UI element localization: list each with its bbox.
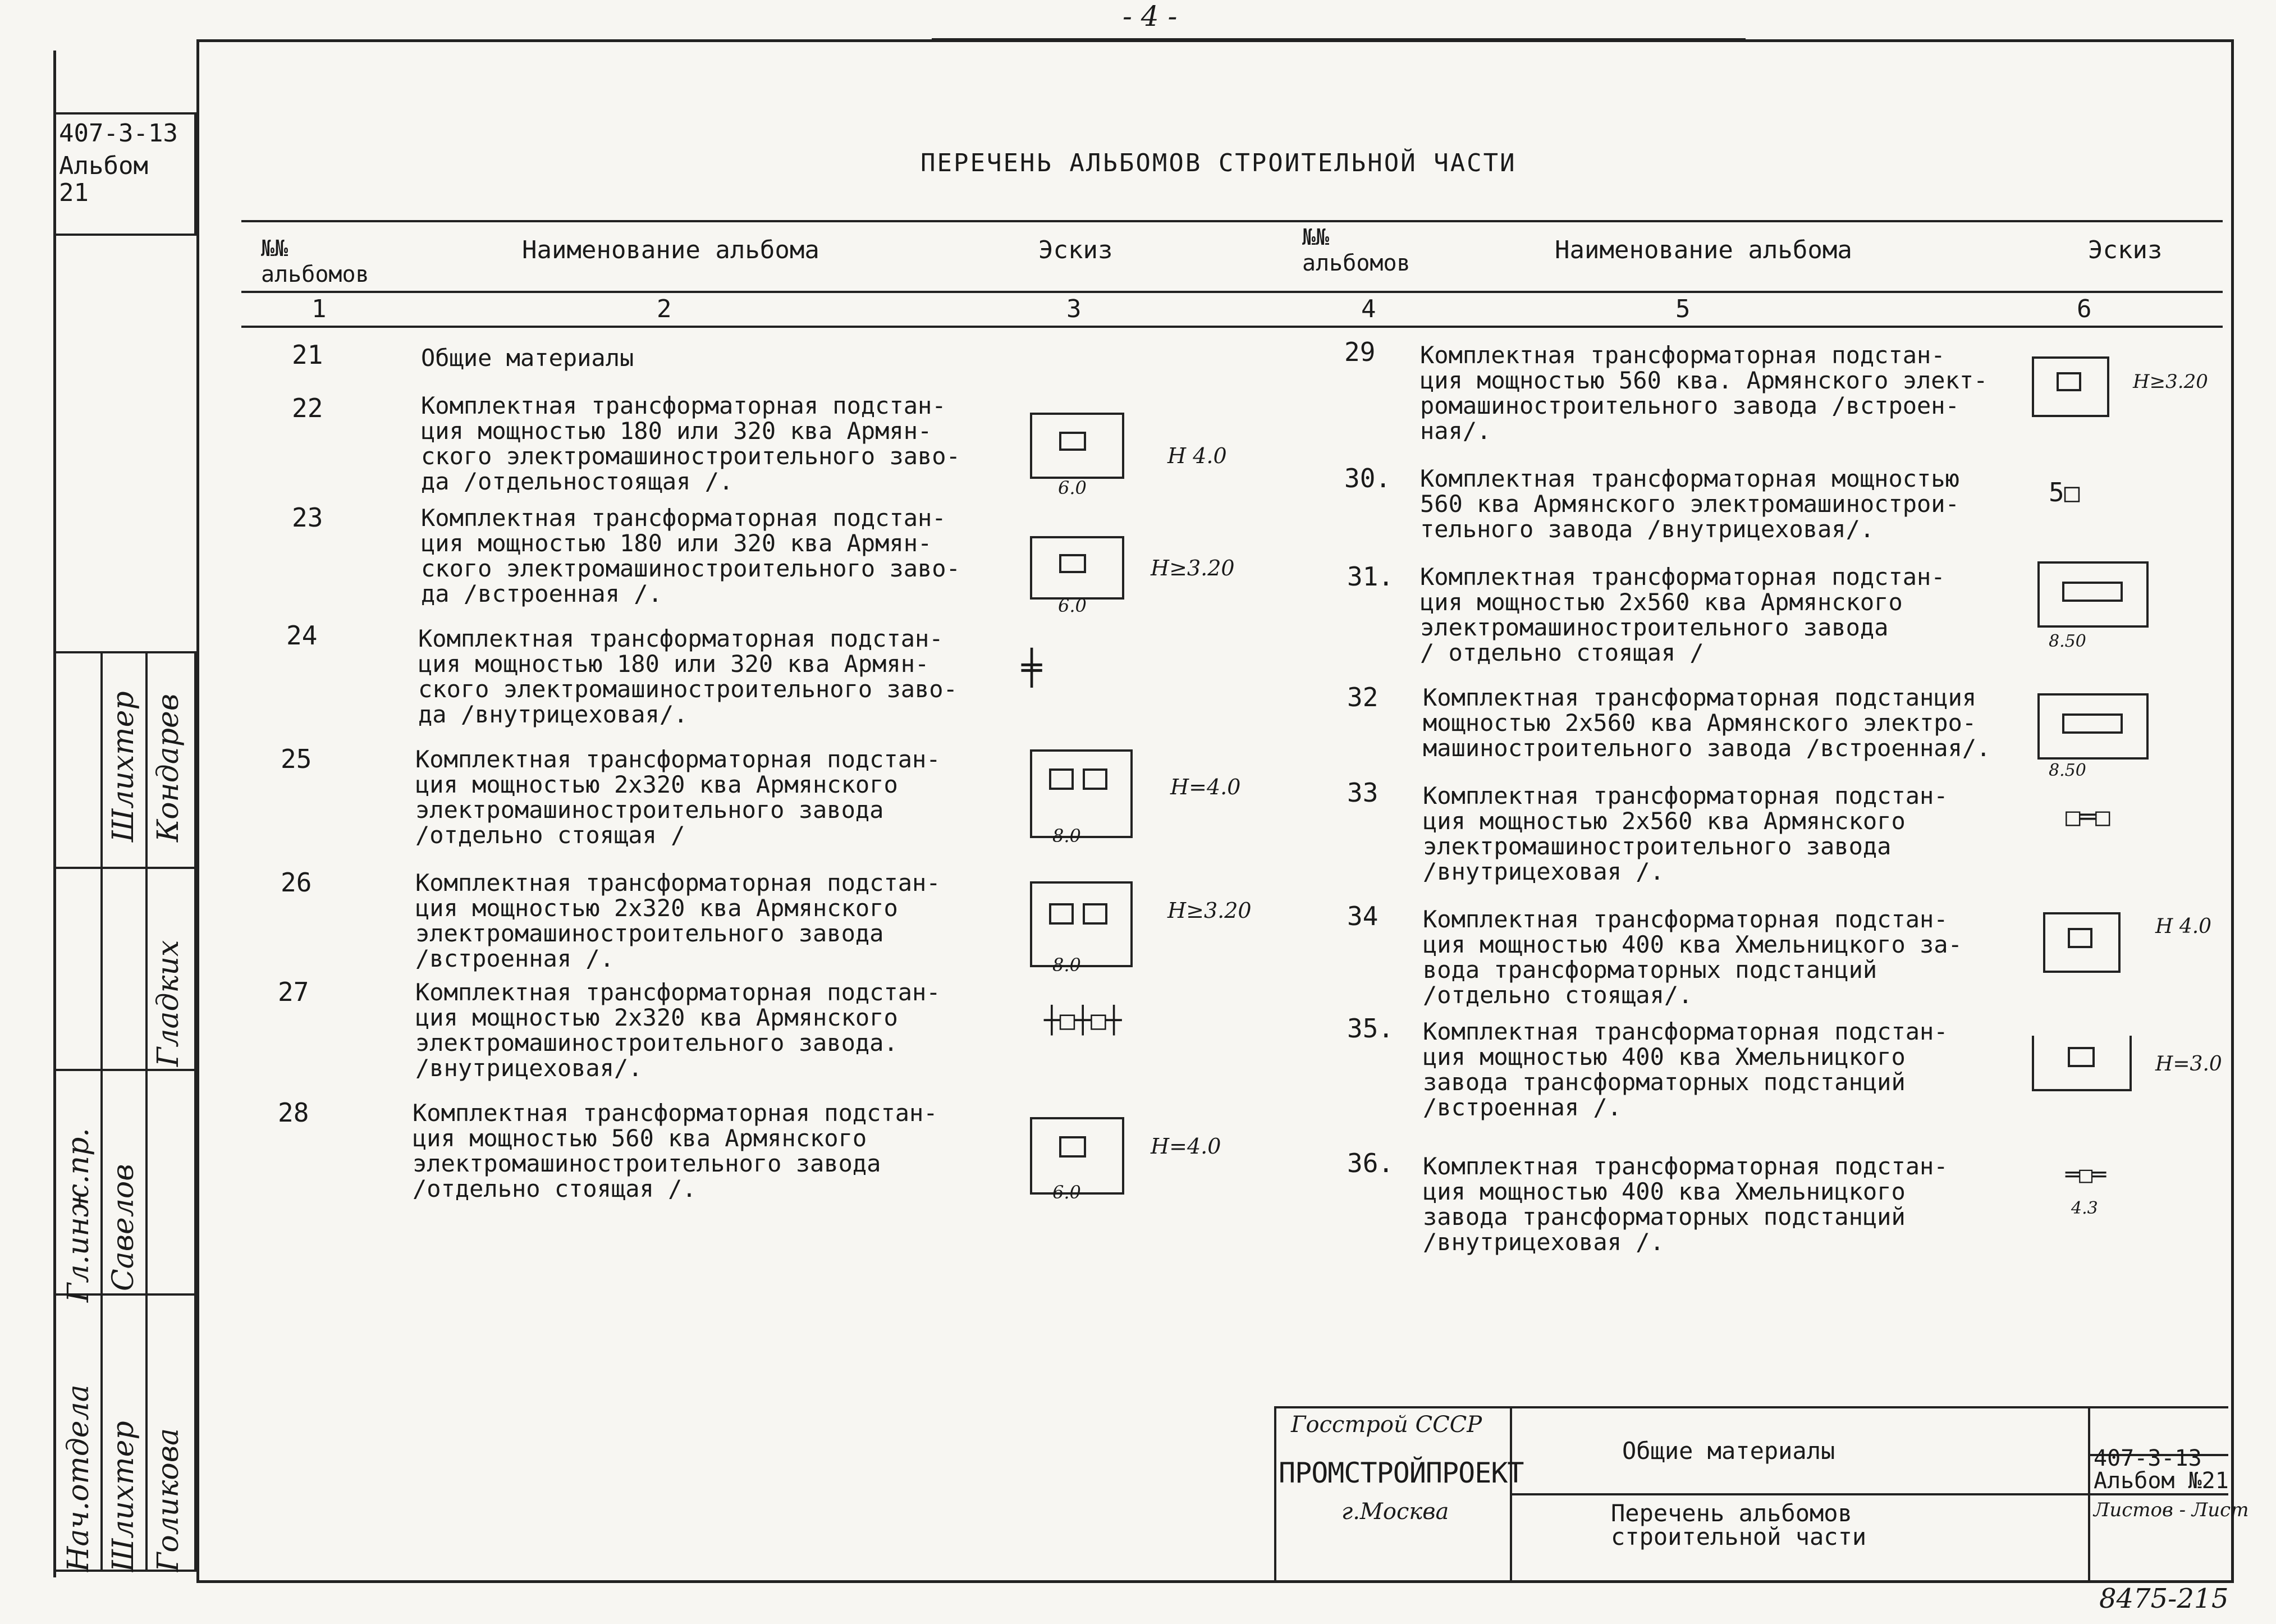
header-right-sketch: Эскиз [2088, 236, 2163, 264]
sketch-double-box [1030, 881, 1133, 967]
left-row-text: Комплектная трансформаторная подстан- ция мощностью 2х320 ква Армянского электромашиностроительного завода. /внутрицеховая/. [415, 978, 941, 1082]
left-row-text: Комплектная трансформаторная подстан- ция мощностью 180 или 320 ква Армян- ского электромашиностроительного заво- да /отдельностоящая /. [421, 392, 960, 495]
sketch-height-label: Н 4.0 [1167, 443, 1227, 468]
sketch-symbol-icon: 5□ [2049, 477, 2080, 507]
margin-name-2: Савелов [107, 1164, 140, 1291]
margin-code-box [53, 112, 196, 236]
stamp-org-line1: Госстрой СССР [1291, 1412, 1482, 1438]
left-row-num: 26 [281, 867, 312, 898]
sketch-wide-box [2037, 561, 2149, 628]
margin-project-code: 407-3-13 [59, 119, 178, 148]
header-top-rule [241, 220, 2223, 222]
page-marker: - 4 - [1123, 0, 1178, 33]
footer-page: 5 [2211, 1583, 2229, 1614]
stamp-project-code: 407-3-13 [2094, 1445, 2202, 1471]
right-row-num: 36. [1347, 1148, 1394, 1178]
header-left-name: Наименование альбома [522, 236, 819, 264]
sketch-dim-label: 8.50 [2049, 632, 2086, 651]
stamp-left-rule [1274, 1406, 1276, 1580]
left-row-num: 25 [281, 744, 312, 774]
right-row-num: 35. [1347, 1013, 1394, 1044]
col-number-1: 1 [312, 295, 327, 323]
left-row-num: 27 [278, 977, 309, 1007]
left-row-num: 22 [292, 393, 323, 423]
stamp-sheet-label: Листов - Лист [2094, 1499, 2249, 1521]
left-row-num: 24 [286, 620, 318, 651]
sketch-single-box [2043, 912, 2121, 973]
col-number-4: 4 [1361, 295, 1376, 323]
right-row-num: 31. [1347, 561, 1394, 592]
sketch-height-label: Н=4.0 [1170, 775, 1241, 799]
stamp-doc-title2: Перечень альбомов строительной части [1611, 1499, 1867, 1550]
footer-number: 8475-21 [2099, 1583, 2211, 1614]
right-row-num: 30. [1344, 463, 1391, 493]
sketch-dim-label: 8.0 [1052, 954, 1081, 976]
sketch-height-label: Н=4.0 [1151, 1134, 1221, 1159]
margin-name-4: Гладких [152, 940, 185, 1067]
left-row-num: 23 [292, 502, 323, 533]
margin-role-2: Гл.инж.пр. [62, 1128, 95, 1302]
sketch-dim-label: 8.0 [1052, 825, 1081, 847]
header-bottom-rule [241, 326, 2223, 328]
header-left-num: №№ альбомов [261, 236, 369, 287]
left-row-text: Комплектная трансформаторная подстан- ция мощностью 2х320 ква Армянского электромашиностроительного завода /отдельно стоящая / [415, 745, 941, 849]
stamp-top-rule [1274, 1406, 2228, 1408]
col-number-3: 3 [1066, 295, 1082, 323]
sketch-symbol-icon: ═□═ [2066, 1162, 2106, 1188]
margin-name-5: Шлихтер [107, 691, 140, 842]
left-row-text: Общие материалы [421, 344, 634, 372]
sketch-height-label: Н=3.0 [2155, 1053, 2222, 1076]
stamp-org-line2: ПРОМСТРОЙПРОЕКТ [1279, 1457, 1524, 1489]
sketch-single-box [1030, 413, 1124, 479]
header-right-name: Наименование альбома [1555, 236, 1852, 264]
col-number-5: 5 [1675, 295, 1691, 323]
sketch-single-box-open [2032, 1036, 2132, 1091]
sketch-dim-label: 6.0 [1058, 595, 1087, 616]
sketch-double-box [1030, 749, 1133, 838]
sketch-height-label: Н≥3.20 [1167, 898, 1252, 923]
margin-name-6: Кондарев [152, 693, 185, 842]
left-row-num: 21 [292, 340, 323, 370]
sketch-symbol-double-icon: ┼□┼□┼ [1044, 1005, 1122, 1035]
right-row-text: Комплектная трансформаторная подстан- ция мощностью 560 ква. Армянского элект- ромашиностроительного завода /встроен- ная/. [1420, 341, 1988, 445]
margin-role-1: Нач.отдела [62, 1384, 95, 1572]
right-row-num: 32 [1347, 682, 1379, 712]
right-row-text: Комплектная трансформаторная подстан- ция мощностью 400 ква Хмельницкого за- вода трансформаторных подстанций /отдельно стоящая/. [1423, 905, 1962, 1009]
sketch-dim-label: 8.50 [2049, 761, 2086, 780]
right-row-text: Комплектная трансформаторная подстан- ция мощностью 2х560 ква Армянского электромашиностроительного завода /внутрицеховая /. [1423, 782, 1948, 885]
stamp-org-line3: г.Москва [1341, 1499, 1449, 1525]
left-row-text: Комплектная трансформаторная подстан- ция мощностью 180 или 320 ква Армян- ского электромашиностроительного заво- да /внутрицеховая/. [418, 625, 958, 728]
left-row-text: Комплектная трансформаторная подстан- ция мощностью 2х320 ква Армянского электромашиностроительного завода /встроенная /. [415, 869, 941, 972]
sketch-height-label: Н≥3.20 [2133, 370, 2208, 393]
right-row-text: Комплектная трансформаторная подстан- ция мощностью 2х560 ква Армянского электромашиностроительного завода / отдельно стоящая / [1420, 563, 1945, 666]
sketch-symbol-icon: ╪ [1022, 648, 1042, 688]
page-title: ПЕРЕЧЕНЬ АЛЬБОМОВ СТРОИТЕЛЬНОЙ ЧАСТИ [921, 149, 1517, 177]
margin-name-1: Шлихтер [107, 1421, 140, 1572]
margin-name-3: Голикова [152, 1428, 185, 1572]
right-row-num: 34 [1347, 901, 1379, 931]
sketch-dim-label: 6.0 [1052, 1182, 1081, 1203]
sketch-single-box [1030, 536, 1124, 600]
stamp-doc-title1: Общие материалы [1622, 1437, 1835, 1465]
sketch-height-label: Н≥3.20 [1151, 556, 1235, 580]
sketch-wide-box [2037, 693, 2149, 760]
right-row-text: Комплектная трансформаторная подстанция мощностью 2х560 ква Армянского электро- машиностроительного завода /встроенная/. [1423, 684, 1991, 762]
header-left-sketch: Эскиз [1038, 236, 1113, 264]
right-row-text: Комплектная трансформаторная подстан- ция мощностью 400 ква Хмельницкого завода трансформаторных подстанций /внутрицеховая /. [1423, 1152, 1948, 1256]
right-row-num: 29 [1344, 337, 1376, 367]
right-row-text: Комплектная трансформаторная мощностью 560 ква Армянского электромашинострои- тельного завода /внутрицеховая/. [1420, 465, 1959, 543]
header-right-num: №№ альбомов [1302, 225, 1411, 276]
col-number-2: 2 [657, 295, 672, 323]
header-mid-rule [241, 291, 2223, 293]
sketch-dim-label: 6.0 [1058, 477, 1087, 498]
right-row-num: 33 [1347, 777, 1379, 808]
sketch-dim-label: 4.3 [2071, 1198, 2098, 1218]
right-row-text: Комплектная трансформаторная подстан- ция мощностью 400 ква Хмельницкого завода трансформаторных подстанций /встроенная /. [1423, 1018, 1948, 1121]
stamp-album: Альбом №21 [2094, 1468, 2229, 1494]
margin-album: Альбом 21 [59, 152, 148, 207]
sketch-single-box [2032, 356, 2109, 417]
col-number-6: 6 [2077, 295, 2092, 323]
left-row-num: 28 [278, 1097, 309, 1128]
sketch-height-label: Н 4.0 [2155, 915, 2212, 938]
left-row-text: Комплектная трансформаторная подстан- ция мощностью 180 или 320 ква Армян- ского электромашиностроительного заво- да /встроенная /. [421, 504, 960, 607]
sketch-symbol-double-icon: □═□ [2066, 803, 2110, 831]
left-row-text: Комплектная трансформаторная подстан- ция мощностью 560 ква Армянского электромашиностроительного завода /отдельно стоящая /. [413, 1099, 938, 1202]
